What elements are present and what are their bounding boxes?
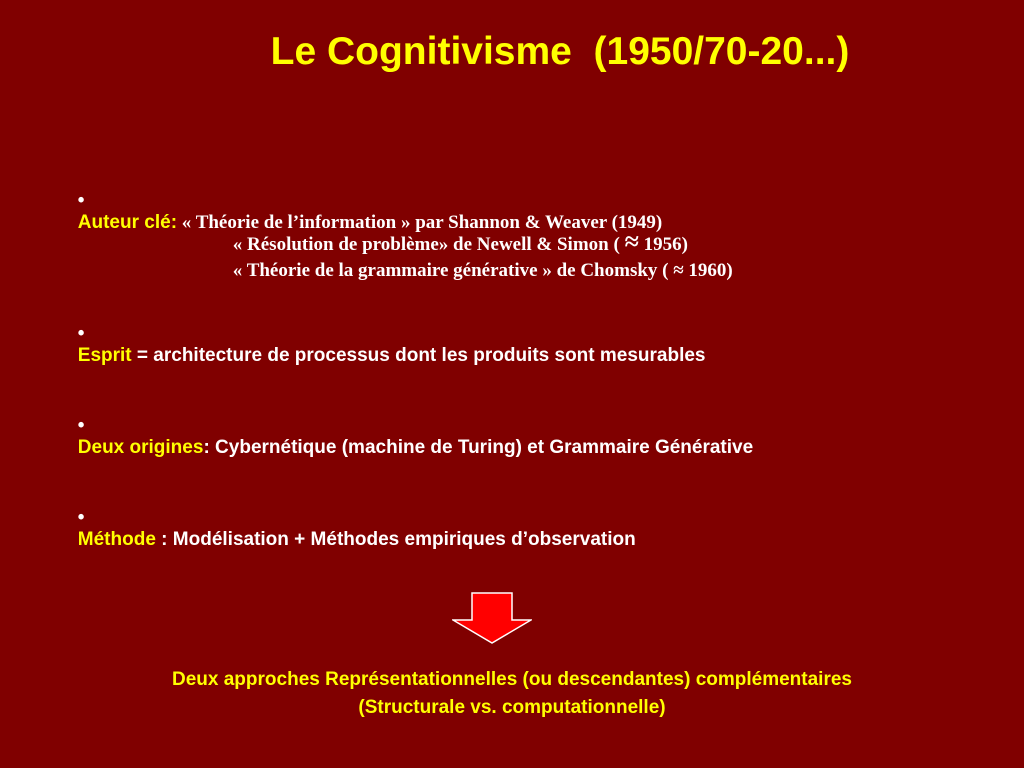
auteur-line2-a: « Résolution de problème» de Newell & Simon (: [232, 234, 625, 255]
auteur-line3: [215, 242, 733, 300]
bullet-dot: •: [77, 415, 85, 436]
methode-text: : Modélisation + Méthodes empiriques d’observation: [155, 529, 636, 550]
conclusion-line2: (Structurale vs. computationnelle): [358, 697, 666, 718]
origines-text: : Cybernétique (machine de Turing) et Grammaire Générative: [203, 437, 754, 458]
bullet-dot: •: [77, 190, 85, 211]
bullet-origines: [60, 397, 753, 477]
auteur-colon: :: [170, 212, 178, 233]
approx-symbol: ≈: [624, 227, 639, 256]
auteur-label: Auteur clé: [77, 212, 171, 233]
bullet-esprit: [60, 305, 706, 385]
methode-label: Méthode: [77, 529, 156, 550]
slide-title: Le Cognitivisme (1950/70-20...): [270, 30, 850, 73]
bullet-dot: •: [77, 323, 85, 344]
bullet-methode: [60, 489, 636, 569]
esprit-label: Esprit: [77, 345, 132, 366]
conclusion-line1: Deux approches Représentationnelles (ou descendantes) complémentaires: [172, 669, 852, 690]
auteur-line2-b: 1956): [638, 234, 688, 255]
auteur-line3-text: « Théorie de la grammaire générative » de Chomsky ( ≈ 1960): [232, 260, 733, 281]
conclusion: [0, 666, 1024, 722]
bullet-dot: •: [77, 507, 85, 528]
auteur-line1: « Théorie de l’information » par Shannon & Weaver (1949): [177, 212, 663, 233]
esprit-text: = architecture de processus dont les produits sont mesurables: [131, 345, 706, 366]
down-arrow-icon: [452, 592, 532, 644]
origines-label: Deux origines: [77, 437, 204, 458]
